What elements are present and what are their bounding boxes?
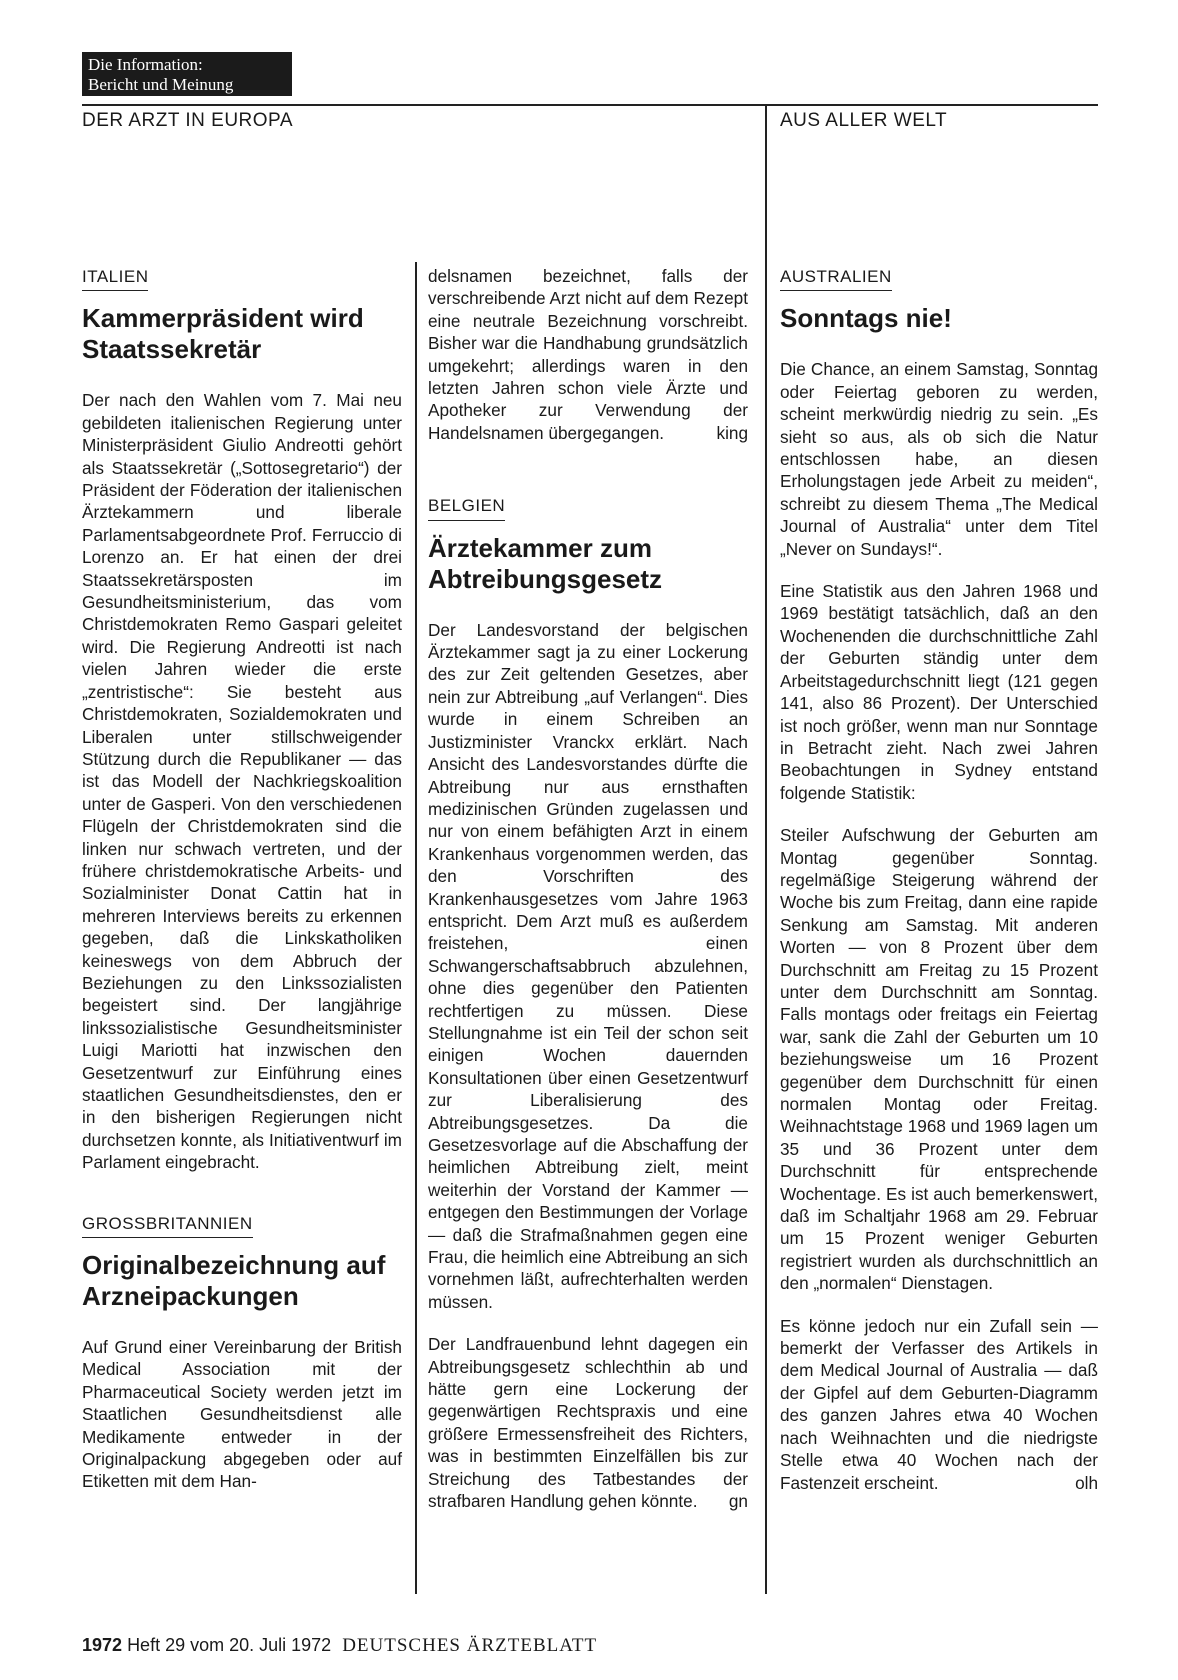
signature-olh: olh (1075, 1472, 1098, 1493)
column-divider-middle (415, 262, 417, 1594)
section-badge (82, 52, 292, 96)
column-2 (428, 265, 748, 1533)
header-rule (82, 104, 1098, 106)
kicker-italien: ITALIEN (82, 266, 148, 291)
article-australien-paragraph-3: Steiler Aufschwung der Geburten am Montag gegenüber Sonntag. regelmäßige Steigerung während der Woche bis zum Freitag, dann eine rapide Senkung am Samstag. Mit anderen Worten — von 8 Prozent über dem Durchschnitt am Freitag zu 15 Prozent unter dem Durchschnitt am Sonntag. Falls montags oder freitags ein Feiertag war, sank die Zahl der Geburten um 10 beziehungsweise um 16 Prozent gegenüber dem Durchschnitt für einen normalen Montag oder Freitag. Weihnachtstage 1968 und 1969 lagen um 35 und 36 Prozent unter dem Durchschnitt für entsprechende Wochentage. Es ist auch bemerkenswert, daß im Schaltjahr 1968 am 29. Februar um 15 Prozent weniger Geburten registriert wurden als durchschnittlich an den „normalen“ Dienstagen. (780, 825, 1098, 1294)
badge-line-2: Bericht und Meinung (88, 75, 234, 94)
article-grossbritannien-continued: delsnamen bezeichnet, falls der verschreibende Arzt nicht auf dem Rezept eine neutrale Bezeichnung vorschreibt. Bisher war die Handhabung grundsätzlich umgekehrt; allerdings waren in den letzten Jahren schon viele Ärzte und Apotheker zur Verwendung der Handelsnamen übergegangen. king (428, 266, 748, 443)
column-1 (82, 265, 402, 1513)
kicker-australien: AUSTRALIEN (780, 266, 892, 291)
badge-line-1: Die Information: (88, 55, 203, 74)
page-footer (82, 1635, 597, 1657)
section-label-europe: DER ARZT IN EUROPA (82, 110, 293, 131)
magazine-name: DEUTSCHES ÄRZTEBLATT (342, 1635, 598, 1656)
article-australien-paragraph-4: Es könne jedoch nur ein Zufall sein — bemerkt der Verfasser des Artikels in dem Medical Journal of Australia — daß der Gipfel auf dem Geburten-Diagramm des ganzen Jahres etwa 40 Wochen nach Weihnachten und die niedrigste Stelle etwa 40 Wochen nach der Fastenzeit erscheint. olh (780, 1315, 1098, 1493)
kicker-belgien: BELGIEN (428, 495, 505, 520)
headline-italien: Kammerpräsident wird Staatssekretär (82, 303, 364, 365)
signature-gn: gn (728, 1491, 748, 1512)
article-australien-paragraph-1: Die Chance, an einem Samstag, Sonntag oder Feiertag geboren zu werden, scheint merkwürdig niedrig zu sein. „Es sieht so aus, als ob sich die Natur entschlossen habe, an diesen Erholungstagen jede Arbeit zu meiden“, schreibt zu diesem Thema „The Medical Journal of Australia“ unter dem Titel „Never on Sundays!“. (780, 359, 1098, 559)
page-number: 1972 (82, 1635, 123, 1655)
section-label-world: AUS ALLER WELT (780, 110, 948, 131)
article-australien-paragraph-2: Eine Statistik aus den Jahren 1968 und 1969 bestätigt tatsächlich, daß an den Wochenenden die durchschnittliche Zahl der Geburten ständig unter dem Arbeitstagedurchschnitt liegt (121 gegen 141, also 86 Prozent). Der Unterschied ist noch größer, wenn man nur Sonntage in Betracht zieht. Nach zwei Jahren Beobachtungen in Sydney entstand folgende Statistik: (780, 581, 1098, 803)
headline-belgien: Ärztekammer zum Abtreibungsgesetz (428, 532, 663, 594)
headline-australien: Sonntags nie! (780, 303, 952, 334)
signature-king: king (716, 422, 748, 443)
column-divider-right (765, 104, 767, 1594)
article-italien-body: Der nach den Wahlen vom 7. Mai neu gebildeten italienischen Regierung unter Ministerpräsident Giulio Andreotti gehört als Staatssekretär („Sottosegretario“) der Präsident der Föderation der italienischen Ärztekammern und liberale Parlamentsabgeordnete Prof. Ferruccio di Lorenzo an. Er hat einen der drei Staatssekretärsposten im Gesundheitsministerium, das vom Christdemokraten Remo Gaspari geleitet wird. Die Regierung Andreotti ist nach vielen Jahren wieder die erste „zentristische“: Sie besteht aus Christdemokraten, Sozialdemokraten und Liberalen unter stillschweigender Stützung durch die Republikaner — das ist das Modell der Nachkriegskoalition unter de Gasperi. Von den verschiedenen Flügeln der Christdemokraten sind die linken nur schwach vertreten, und der frühere christdemokratische Arbeits- und Sozialminister Donat Cattin hat in mehreren Interviews bereits zu erkennen gegeben, daß die Linkskatholiken keineswegs von dem Abbruch der Beziehungen zu den Linkssozialisten begeistert sind. Der langjährige linkssozialistische Gesundheitsminister Luigi Mariotti hat inzwischen den Gesetzentwurf zur Einführung eines staatlichen Gesundheitsdienstes, den er in den bisherigen Regierungen nicht durchsetzen konnte, als Initiativentwurf im Parlament eingebracht. (82, 390, 402, 1173)
column-3 (780, 265, 1098, 1514)
issue-info: Heft 29 vom 20. Juli 1972 (127, 1635, 332, 1655)
article-belgien-paragraph-1: Der Landesvorstand der belgischen Ärztekammer sagt ja zu einer Lockerung des zur Zeit geltenden Gesetzes, aber nein zur Abtreibung „auf Verlangen“. Dies wurde in einem Schreiben an Justizminister Vranckx erklärt. Nach Ansicht des Landesvorstandes dürfte die Abtreibung nur aus ernsthaften medizinischen Gründen zugelassen und nur von einem befähigten Arzt in einem Krankenhaus vorgenommen werden, das den Vorschriften des Krankenhausgesetzes vom Jahre 1963 entspricht. Dem Arzt muß es außerdem freistehen, einen Schwangerschaftsabbruch abzulehnen, ohne dies gegenüber den Patienten rechtfertigen zu müssen. Diese Stellungnahme ist ein Teil der schon seit einigen Wochen dauernden Konsultationen über einen Gesetzentwurf zur Liberalisierung des Abtreibungsgesetzes. Da die Gesetzesvorlage auf die Abschaffung der heimlichen Abtreibung zielt, meint weiterhin der Vorstand der Kammer — entgegen den Bestimmungen der Vorlage — daß die Strafmaßnahmen gegen eine Frau, die heimlich eine Abtreibung an sich vornehmen läßt, aufrechterhalten werden müssen. (428, 619, 748, 1312)
article-grossbritannien-body: Auf Grund einer Vereinbarung der British Medical Association mit der Pharmaceutical Society werden jetzt im Staatlichen Gesundheitsdienst alle Medikamente entweder in der Originalpackung abgegeben oder auf Etiketten mit dem Han- (82, 1337, 402, 1492)
headline-grossbritannien: Originalbezeichnung auf Arzneipackungen (82, 1250, 386, 1312)
kicker-grossbritannien: GROSSBRITANNIEN (82, 1213, 253, 1238)
article-belgien-paragraph-2: Der Landfrauenbund lehnt dagegen ein Abtreibungsgesetz schlechthin ab und hätte gern eine Lockerung der gegenwärtigen Rechtspraxis und eine größere Ermessensfreiheit des Richters, was in bestimmten Einzelfällen bis zur Streichung des Tatbestandes der strafbaren Handlung gehen könnte. gn (428, 1334, 748, 1512)
